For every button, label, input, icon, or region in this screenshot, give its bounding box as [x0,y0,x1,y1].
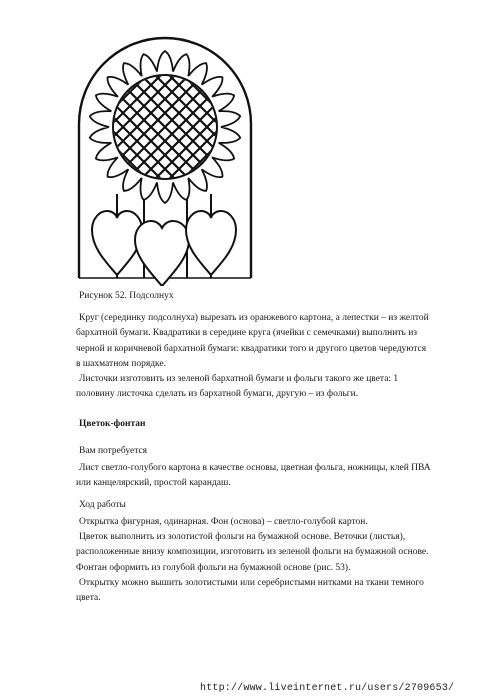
paragraph-leaves-description: Листочки изготовить из зеленой бархатной бумаги и фольги такого же цвета: 1 половину листочка сделать из бархатной бумаги, другую – из фольги. [76,374,399,400]
materials-title: Вам потребуется [79,446,148,456]
procedure-step-3: Открытку можно вышить золотистыми или серебристыми нитками на ткани темного цвета. [76,578,424,604]
source-url: http://www.liveinternet.ru/users/2709653/ [200,683,455,694]
procedure-step-1: Открытка фигурная, одинарная. Фон (основа) – светло-голубой картон. [79,517,368,527]
section-heading: Цветок-фонтан [79,419,146,429]
sunflower-figure [76,36,254,286]
procedure-step-2: Цветок выполнить из золотистой фольги на бумажной основе. Веточки (листья), расположенные внизу композиции, изготовить из зеленой фольги на бумажной основе. Фонтан оформить из голубой фольги на бумажной основе (рис. 53). [76,532,429,573]
materials-text: Лист светло-голубого картона в качестве основы, цветная фольга, ножницы, клей ПВА или канцелярский, простой карандаш. [76,463,431,489]
paragraph-center-description: Круг (серединку подсолнуха) вырезать из оранжевого картона, а лепестки – из желтой бархатной бумаги. Квадратики в середине круга (ячейки с семечками) выполнить из черной и коричневой бархатной бумаги: квадратики того и другого цветов чередуются в шахматном порядке. [76,313,429,369]
figure-caption: Рисунок 52. Подсолнух [79,291,174,301]
heart-leaf-right [186,211,236,275]
procedure-title: Ход работы [79,500,126,510]
heart-leaves [92,211,236,286]
